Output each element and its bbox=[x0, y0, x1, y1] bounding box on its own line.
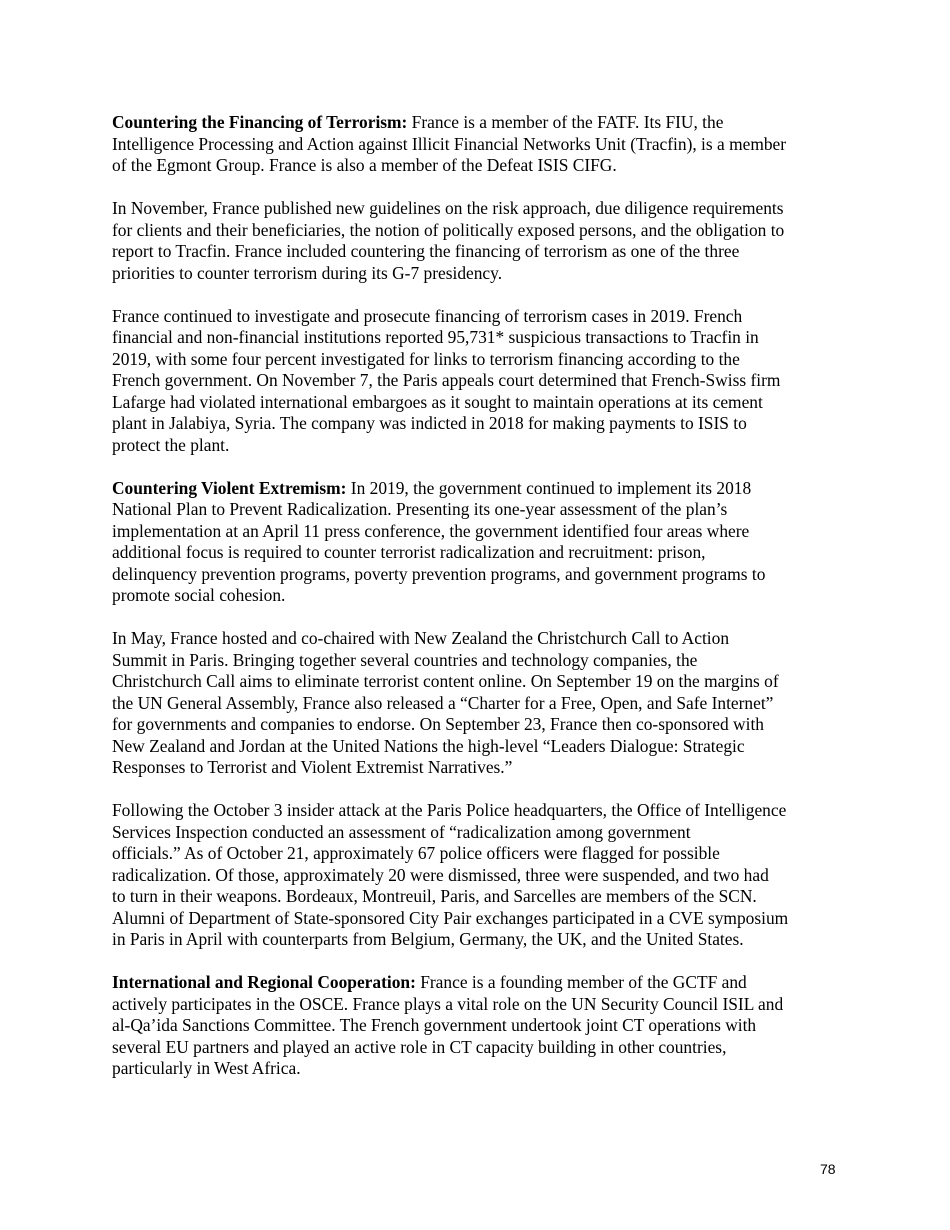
paragraph-text: In May, France hosted and co-chaired with New Zealand the Christchurch Call to Action Summit in Paris. Bringing together several countries and technology companies, the Christchurch Call aims to eliminate terrorist content online. On September 19 on the margins of the UN General Assembly, France also released a “Charter for a Free, Open, and Safe Internet” for governments and companies to endorse. On September 23, France then co-sponsored with New Zealand and Jordan at the United Nations the high-level “Leaders Dialogue: Strategic Responses to Terrorist and Violent Extremist Narratives.” bbox=[112, 628, 779, 777]
paragraph-police-attack bbox=[112, 800, 840, 951]
heading-countering-violent-extremism: Countering Violent Extremism: bbox=[112, 477, 347, 498]
paragraph-text: France is a member of the FATF. Its FIU, the Intelligence Processing and Action against Illicit Financial Networks Unit (Tracfin), is a member of the Egmont Group. France is also a member of the Defeat ISIS CIFG. bbox=[112, 112, 787, 175]
paragraph-text: In November, France published new guidelines on the risk approach, due diligence requirements for clients and their beneficiaries, the notion of politically exposed persons, and the obligation to report to Tracfin. France included countering the financing of terrorism as one of the three priorities to counter terrorism during its G-7 presidency. bbox=[112, 198, 785, 283]
paragraph-prosecution bbox=[112, 306, 840, 457]
paragraph-text: France is a founding member of the GCTF and actively participates in the OSCE. France plays a vital role on the UN Security Council ISIL and al-Qa’ida Sanctions Committee. The French government undertook joint CT operations with several EU partners and played an active role in CT capacity building in other countries, particularly in West Africa. bbox=[112, 972, 784, 1078]
heading-international-cooperation: International and Regional Cooperation: bbox=[112, 972, 416, 992]
paragraph-text: In 2019, the government continued to implement its 2018 National Plan to Prevent Radicalization. Presenting its one-year assessment of the plan’s implementation at an April 11 press conference, the government identified four areas where additional focus is required to counter terrorist radicalization and recruitment: prison, delinquency prevention programs, poverty prevention programs, and government programs to promote social cohesion. bbox=[112, 477, 766, 605]
paragraph-christchurch bbox=[112, 628, 840, 779]
paragraph-cft bbox=[112, 112, 840, 177]
document-body bbox=[112, 112, 840, 1101]
paragraph-cooperation bbox=[112, 972, 840, 1080]
paragraph-cve bbox=[112, 478, 840, 607]
heading-countering-financing: Countering the Financing of Terrorism: bbox=[112, 112, 408, 132]
paragraph-guidelines bbox=[112, 198, 840, 284]
page-number: 78 bbox=[820, 1161, 836, 1177]
paragraph-text: France continued to investigate and prosecute financing of terrorism cases in 2019. French financial and non-financial institutions reported 95,731* suspicious transactions to Tracfin in 2019, with some four percent investigated for links to terrorism financing according to the French government. On November 7, the Paris appeals court determined that French-Swiss firm Lafarge had violated international embargoes as it sought to maintain operations at its cement plant in Jalabiya, Syria. The company was indicted in 2018 for making payments to ISIS to protect the plant. bbox=[112, 305, 781, 455]
paragraph-text: Following the October 3 insider attack at the Paris Police headquarters, the Office of Intelligence Services Inspection conducted an assessment of “radicalization among government officials.” As of October 21, approximately 67 police officers were flagged for possible radicalization. Of those, approximately 20 were dismissed, three were suspended, and two had to turn in their weapons. Bordeaux, Montreuil, Paris, and Sarcelles are members of the SCN. Alumni of Department of State-sponsored City Pair exchanges participated in a CVE symposium in Paris in April with counterparts from Belgium, Germany, the UK, and the United States. bbox=[112, 800, 789, 949]
